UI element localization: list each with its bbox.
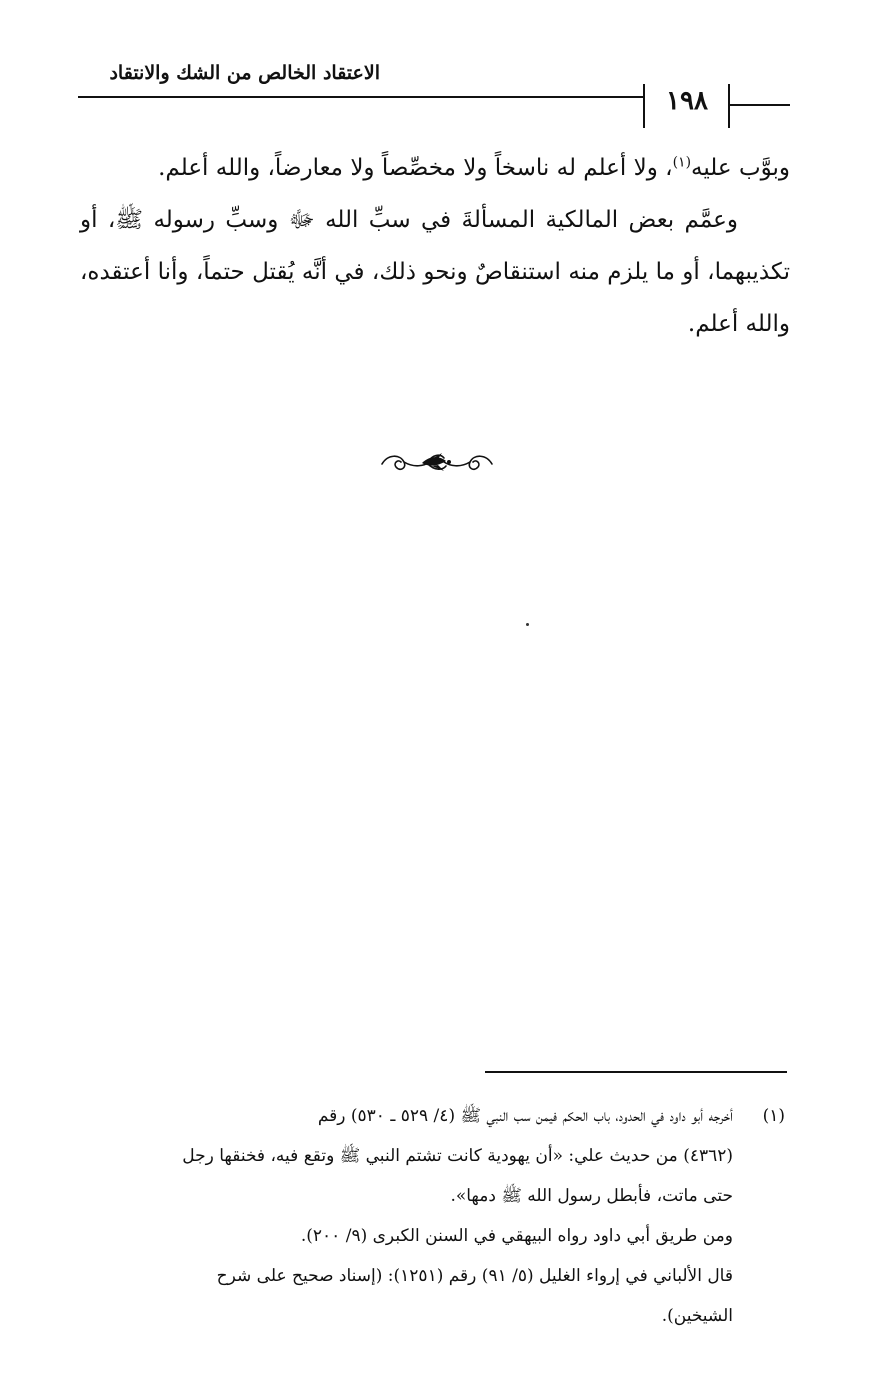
footnote-line: الشيخين).	[661, 1306, 733, 1326]
footnote-line: قال الألباني في إرواء الغليل (٥/ ٩١) رقم (١٢٥١): (إسناد صحيح على شرح	[216, 1266, 733, 1286]
running-title: الاعتقاد الخالص من الشك والانتقاد	[109, 62, 380, 84]
paragraph-1-start: وبوَّب عليه	[691, 155, 790, 181]
header-rule-short	[730, 104, 790, 106]
footnote-marker: (١)	[762, 1106, 785, 1126]
footnote-ref: (١)	[672, 154, 692, 171]
header-rule	[78, 96, 644, 98]
footnotes	[80, 1096, 785, 1336]
footnote-line: أخرجه أبو داود في الحدود، باب الحكم فيمن سب النبي ﷺ (٤/ ٥٢٩ ـ ٥٣٠) رقم	[317, 1106, 733, 1126]
footnote-line: ومن طريق أبي داود رواه البيهقي في السنن الكبرى (٩/ ٢٠٠).	[300, 1226, 733, 1246]
paragraph-1-rest: ، ولا أعلم له ناسخاً ولا مخصِّصاً ولا معارضاً، والله أعلم.	[158, 155, 673, 181]
paragraph-1	[80, 142, 790, 194]
footnote-separator	[485, 1071, 787, 1073]
footnote-1	[80, 1096, 785, 1216]
footnote-1-lines	[80, 1096, 733, 1216]
page-number-frame-right	[728, 84, 730, 128]
page-number: ١٩٨	[666, 86, 708, 116]
paragraph-2: وعمَّم بعض المالكية المسألةَ في سبِّ الله ﷻ وسبِّ رسوله ﷺ، أو تكذيبهما، أو ما يلزم منه استنقاصٌ ونحو ذلك، في أنَّه يُقتل حتماً، وأنا أعتقده، والله أعلم.	[80, 207, 790, 337]
main-text	[80, 142, 790, 350]
page-number-frame-left	[643, 84, 645, 128]
footnote-line: (٤٣٦٢) من حديث علي: «أن يهودية كانت تشتم النبي ﷺ وتقع فيه، فخنقها رجل	[182, 1146, 733, 1166]
print-speck	[526, 623, 529, 626]
floral-ornament-icon	[378, 446, 496, 478]
footnote-line: حتى ماتت، فأبطل رسول الله ﷺ دمها».	[450, 1186, 733, 1206]
